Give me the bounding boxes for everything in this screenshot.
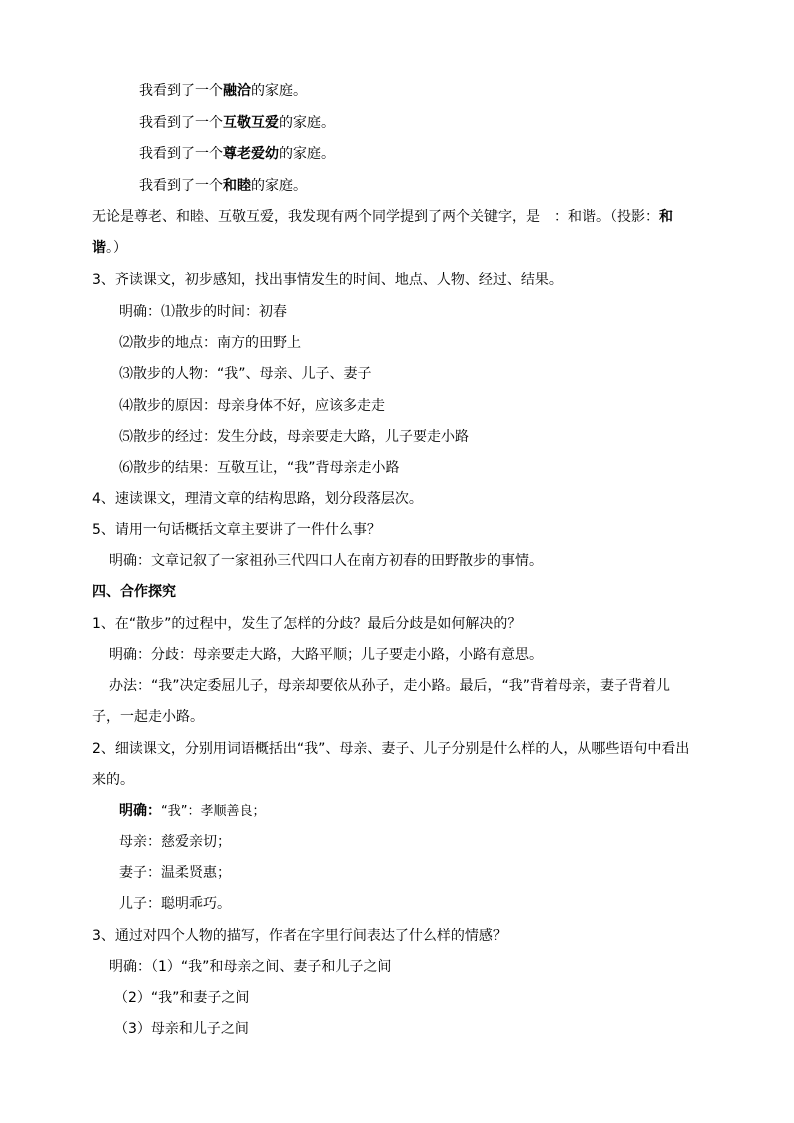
q4-title: 4、速读课文，理清文章的结构思路，划分段落层次。 — [92, 491, 423, 507]
s4-q3-answer-1: 明确：（1）“我”和母亲之间、妻子和儿子之间 — [109, 959, 392, 975]
s4-q1-method-line-1: 办法：“我”决定委屈儿子，母亲却要依从孙子，走小路。最后，“我”背着母亲，妻子背着儿 — [109, 678, 671, 694]
q3-item-1: 明确：⑴散步的时间：初春 — [119, 304, 287, 320]
section-heading: 四、合作探究 — [92, 584, 176, 600]
s4-q1-answer: 明确：分歧：母亲要走大路，大路平顺；儿子要走小路，小路有意思。 — [109, 647, 543, 663]
q5-answer: 明确：文章记叙了一家祖孙三代四口人在南方初春的田野散步的事情。 — [109, 553, 543, 569]
q3-item-2: ⑵散步的地点：南方的田野上 — [119, 335, 301, 351]
sentence-keyword: 尊老爱幼 — [223, 146, 279, 162]
s4-q2-mother: 母亲：慈爱亲切； — [119, 834, 231, 850]
sentence-prefix: 我看到了一个 — [139, 146, 223, 162]
s4-q1-title: 1、在“散步”的过程中，发生了怎样的分歧？最后分歧是如何解决的？ — [92, 616, 522, 632]
q3-title: 3、齐读课文，初步感知，找出事情发生的时间、地点、人物、经过、结果。 — [92, 272, 563, 288]
answer-me: “我”：孝顺善良； — [161, 804, 266, 819]
sentence-line-2 — [139, 113, 335, 133]
summary-text: 。） — [106, 240, 127, 256]
s4-q2-wife: 妻子：温柔贤惠； — [119, 865, 231, 881]
sentence-keyword: 融洽 — [223, 83, 251, 99]
s4-q3-answer-2: （2）“我”和妻子之间 — [114, 990, 250, 1006]
sentence-prefix: 我看到了一个 — [139, 178, 223, 194]
summary-line-1 — [92, 207, 673, 227]
summary-line-2 — [92, 238, 127, 258]
sentence-keyword: 和睦 — [223, 178, 251, 194]
sentence-prefix: 我看到了一个 — [139, 115, 223, 131]
sentence-line-3 — [139, 144, 335, 164]
s4-q2-son: 儿子：聪明乖巧。 — [119, 896, 231, 912]
q3-item-6: ⑹散步的结果：互敬互让，“我”背母亲走小路 — [119, 460, 400, 476]
sentence-line-1 — [139, 81, 307, 101]
sentence-suffix: 的家庭。 — [279, 146, 335, 162]
s4-q2-answer — [119, 801, 265, 822]
answer-label: 明确： — [119, 803, 161, 819]
sentence-suffix: 的家庭。 — [251, 178, 307, 194]
sentence-keyword: 互敬互爱 — [223, 115, 279, 131]
q3-item-3: ⑶散步的人物：“我”、母亲、儿子、妻子 — [119, 366, 372, 382]
s4-q3-answer-3: （3）母亲和儿子之间 — [114, 1021, 249, 1037]
sentence-line-4 — [139, 176, 307, 196]
summary-keyword: 和 — [659, 209, 673, 225]
sentence-suffix: 的家庭。 — [251, 83, 307, 99]
sentence-prefix: 我看到了一个 — [139, 83, 223, 99]
s4-q2-title-line-1: 2、细读课文，分别用词语概括出“我”、母亲、妻子、儿子分别是什么样的人，从哪些语句中看出 — [92, 741, 690, 757]
s4-q2-title-line-2: 来的。 — [92, 772, 134, 788]
s4-q1-method-line-2: 子，一起走小路。 — [92, 709, 204, 725]
s4-q3-title: 3、通过对四个人物的描写，作者在字里行间表达了什么样的情感？ — [92, 928, 507, 944]
q3-item-4: ⑷散步的原因：母亲身体不好，应该多走走 — [119, 398, 385, 414]
summary-text: 无论是尊老、和睦、互敬互爱，我发现有两个同学提到了两个关键字，是 ：和谐。（投影： — [92, 209, 659, 225]
q3-item-5: ⑸散步的经过：发生分歧，母亲要走大路，儿子要走小路 — [119, 429, 469, 445]
sentence-suffix: 的家庭。 — [279, 115, 335, 131]
q5-title: 5、请用一句话概括文章主要讲了一件什么事？ — [92, 522, 381, 538]
summary-keyword: 谐 — [92, 240, 106, 256]
